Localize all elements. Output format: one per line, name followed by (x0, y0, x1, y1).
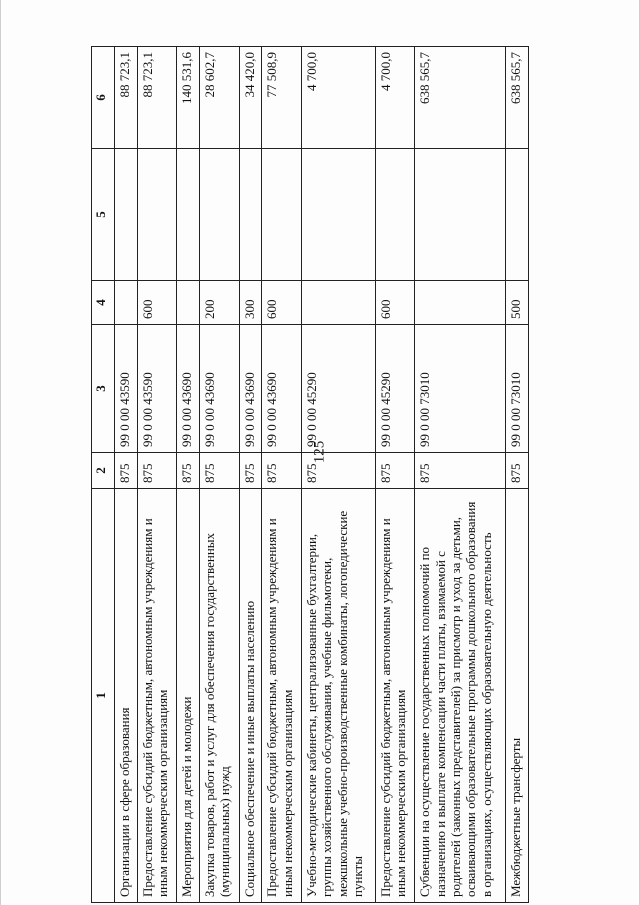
row-col-5 (415, 149, 506, 281)
row-department: 875 (137, 453, 177, 489)
table-row (137, 47, 177, 903)
row-name: Социальное обеспечение и иные выплаты населению (239, 489, 262, 903)
row-col-5 (177, 149, 200, 281)
row-amount: 88 723,1 (115, 47, 138, 149)
row-expense-type (177, 281, 200, 325)
row-department: 875 (199, 453, 239, 489)
row-expense-type: 600 (262, 281, 302, 325)
row-col-5 (375, 149, 415, 281)
row-amount: 4 700,0 (375, 47, 415, 149)
row-department: 875 (375, 453, 415, 489)
row-target-code: 99 0 00 43590 (115, 325, 138, 453)
header-col-2: 2 (92, 453, 115, 489)
table-row (262, 47, 302, 903)
row-department: 875 (415, 453, 506, 489)
row-expense-type: 600 (375, 281, 415, 325)
row-amount: 4 700,0 (301, 47, 375, 149)
table-row (301, 47, 375, 903)
row-expense-type: 500 (506, 281, 529, 325)
header-col-4: 4 (92, 281, 115, 325)
row-col-5 (199, 149, 239, 281)
row-amount: 638 565,7 (506, 47, 529, 149)
row-expense-type: 600 (137, 281, 177, 325)
row-expense-type (115, 281, 138, 325)
row-name: Предоставление субсидий бюджетным, автономным учреждениям и иным некоммерческим организациям (375, 489, 415, 903)
table-row (375, 47, 415, 903)
row-col-5 (506, 149, 529, 281)
row-amount: 77 508,9 (262, 47, 302, 149)
row-col-5 (239, 149, 262, 281)
row-target-code: 99 0 00 43590 (137, 325, 177, 453)
row-col-5 (262, 149, 302, 281)
table-row (199, 47, 239, 903)
header-col-1: 1 (92, 489, 115, 903)
row-department: 875 (506, 453, 529, 489)
row-target-code: 99 0 00 45290 (301, 325, 375, 453)
row-department: 875 (301, 453, 375, 489)
budget-table (91, 46, 529, 903)
table-row (415, 47, 506, 903)
row-name: Закупка товаров, работ и услуг для обеспечения государственных (муниципальных) нужд (199, 489, 239, 903)
row-department: 875 (239, 453, 262, 489)
row-expense-type: 300 (239, 281, 262, 325)
row-name: Предоставление субсидий бюджетным, автономным учреждениям и иным некоммерческим организациям (262, 489, 302, 903)
row-name: Межбюджетные трансферты (506, 489, 529, 903)
row-name: Предоставление субсидий бюджетным, автономным учреждениям и иным некоммерческим организациям (137, 489, 177, 903)
budget-table-container (91, 47, 529, 903)
row-expense-type (301, 281, 375, 325)
header-row (92, 47, 115, 903)
row-amount: 88 723,1 (137, 47, 177, 149)
row-target-code: 99 0 00 45290 (375, 325, 415, 453)
row-department: 875 (115, 453, 138, 489)
row-col-5 (301, 149, 375, 281)
table-row (177, 47, 200, 903)
header-col-5: 5 (92, 149, 115, 281)
header-col-3: 3 (92, 325, 115, 453)
row-expense-type: 200 (199, 281, 239, 325)
row-col-5 (137, 149, 177, 281)
row-target-code: 99 0 00 43690 (239, 325, 262, 453)
row-target-code: 99 0 00 73010 (415, 325, 506, 453)
row-target-code: 99 0 00 73010 (506, 325, 529, 453)
row-target-code: 99 0 00 43690 (199, 325, 239, 453)
row-col-5 (115, 149, 138, 281)
row-name: Организации в сфере образования (115, 489, 138, 903)
row-target-code: 99 0 00 43690 (262, 325, 302, 453)
row-expense-type (415, 281, 506, 325)
row-target-code: 99 0 00 43690 (177, 325, 200, 453)
page-number: 125 (311, 440, 328, 464)
header-col-6: 6 (92, 47, 115, 149)
row-amount: 638 565,7 (415, 47, 506, 149)
row-amount: 28 602,7 (199, 47, 239, 149)
row-name: Учебно-методические кабинеты, централизованные бухгалтерии, группы хозяйственного обслуживания, учебные фильмотеки, межшкольные учебно-производственные комбинаты, логопедические пункты (301, 489, 375, 903)
row-name: Мероприятия для детей и молодежи (177, 489, 200, 903)
row-amount: 34 420,0 (239, 47, 262, 149)
table-row (115, 47, 138, 903)
row-name: Субвенции на осуществление государственных полномочий по назначению и выплате компенсации части платы, взимаемой с родителей (законных представителей) за присмотр и уход за детьми, осваивающими образовательные программы дошкольного образования в организациях, осуществляющих образовательную деятельность (415, 489, 506, 903)
row-department: 875 (177, 453, 200, 489)
row-amount: 140 531,6 (177, 47, 200, 149)
page-edge-left (0, 0, 1, 905)
table-row (506, 47, 529, 903)
row-department: 875 (262, 453, 302, 489)
table-row (239, 47, 262, 903)
